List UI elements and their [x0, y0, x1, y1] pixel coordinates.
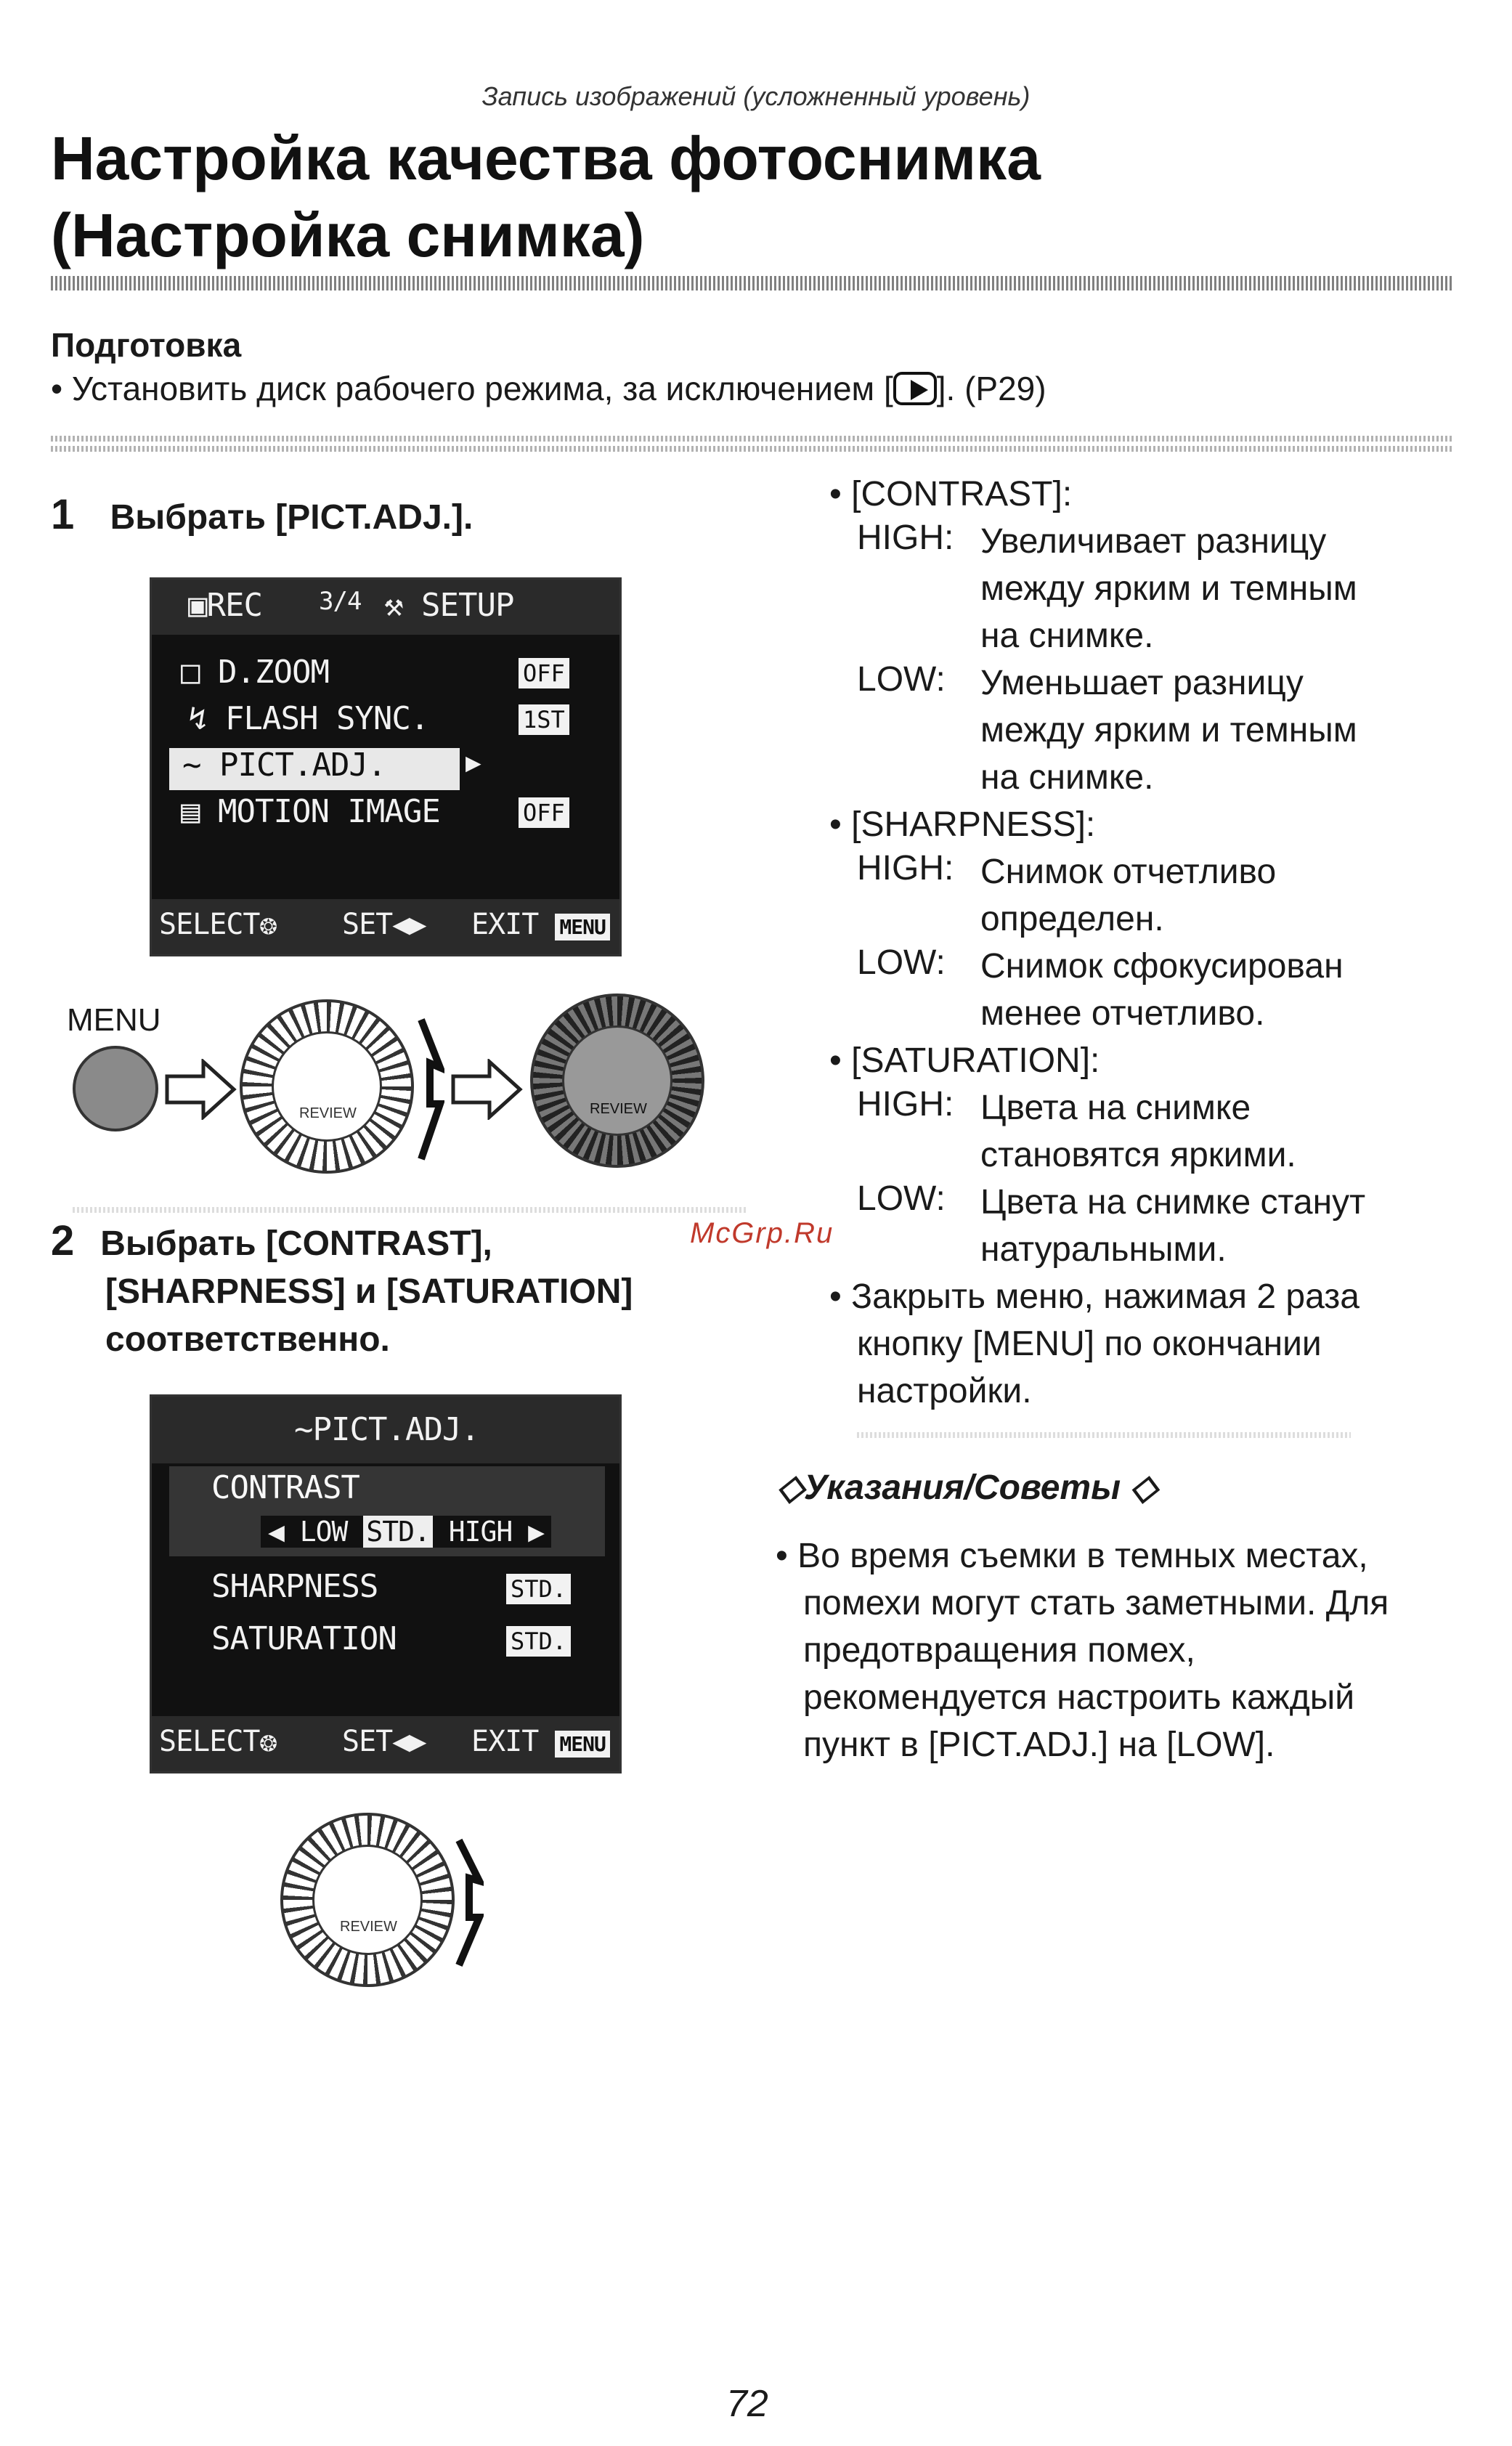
contrast-low: LOW: [299, 1516, 348, 1548]
step-1-text: Выбрать [PICT.ADJ.].: [110, 498, 473, 537]
lcd-row-motion-image: ▤ MOTION IMAGE: [181, 793, 440, 830]
tips-title: ◇Указания/Советы ◇: [777, 1468, 1158, 1507]
motion-image-value: OFF: [519, 797, 569, 828]
lcd-saturation-label: SATURATION: [211, 1620, 397, 1657]
cross-key-dial-step2[interactable]: [280, 1813, 455, 1987]
step-1: [51, 491, 473, 542]
preparation-title: Подготовка: [51, 326, 242, 364]
setup-menu-screen: [150, 577, 622, 956]
preparation-divider-2: [51, 446, 1452, 452]
lcd-bottom-set: SET◀▶: [342, 1725, 426, 1758]
dial-center: [272, 1031, 382, 1142]
lcd-row-pict-adj: ∼ PICT.ADJ.: [182, 747, 386, 784]
contrast-std: STD.: [363, 1516, 433, 1548]
lcd-sharpness-label: SHARPNESS: [211, 1568, 378, 1605]
lcd-row-flash-sync: ↯ FLASH SYNC.: [188, 700, 429, 737]
saturation-value: STD.: [506, 1626, 571, 1657]
lcd-bottom-exit: EXIT MENU: [471, 908, 610, 941]
flash-icon: ↯: [188, 700, 207, 737]
left-arrow-icon: ◀: [268, 1516, 284, 1548]
dzoom-value: OFF: [519, 658, 569, 688]
up-down-arrow-icon: [415, 1017, 444, 1162]
menu-button-label: MENU: [67, 1002, 161, 1038]
review-label: REVIEW: [299, 1105, 357, 1121]
contrast-low-term: LOW:: [857, 660, 946, 699]
up-down-arrow-icon: [455, 1837, 484, 1968]
step-2-line1: Выбрать [CONTRAST],: [100, 1224, 492, 1263]
preparation-text-after: ]. (P29): [936, 370, 1046, 407]
section-header: Запись изображений (усложненный уровень): [481, 81, 1031, 111]
step-2: [51, 1217, 633, 1364]
lcd-row-dzoom: □ D.ZOOM: [181, 654, 329, 691]
cross-key-icon: ❂: [259, 1725, 277, 1758]
lcd-bottom-select: SELECT❂: [159, 1725, 277, 1758]
playback-mode-icon: [893, 372, 937, 405]
sharpness-high-desc: Снимок отчетливо определен.: [980, 853, 1277, 938]
cross-key-dial[interactable]: [240, 999, 414, 1174]
page-number: 72: [726, 2383, 768, 2425]
saturation-low-desc: Цвета на снимке станут натуральными.: [980, 1183, 1366, 1269]
lcd-bottom-exit: EXIT MENU: [471, 1725, 610, 1758]
dial-center: [562, 1025, 672, 1136]
lcd-top-setup: ⚒ SETUP: [384, 587, 514, 624]
preparation-text: [51, 369, 1046, 408]
sharpness-low-term: LOW:: [857, 943, 946, 982]
contrast-high-term: HIGH:: [857, 519, 954, 557]
left-right-icon: ◀▶: [392, 908, 426, 941]
left-right-icon: ◀▶: [392, 1725, 426, 1758]
contrast-high: HIGH: [448, 1516, 513, 1548]
step-2-number: 2: [51, 1217, 75, 1264]
lcd-top-page: 3/4: [319, 587, 362, 616]
flash-sync-value: 1ST: [519, 704, 569, 735]
step-1-number: 1: [51, 491, 75, 538]
title-line-1: Настройка качества фотоснимка: [51, 124, 1041, 192]
lcd-top-rec: ▣REC: [188, 587, 262, 624]
page-title: [51, 120, 1041, 274]
review-label: REVIEW: [590, 1101, 647, 1117]
wrench-icon: ∼: [182, 747, 201, 784]
lcd-contrast-label: CONTRAST: [211, 1469, 359, 1506]
title-line-2: (Настройка снимка): [51, 201, 645, 269]
contrast-selector: [261, 1516, 551, 1548]
sharpness-high-term: HIGH:: [857, 849, 954, 887]
watermark: McGrp.Ru: [690, 1217, 834, 1249]
wrench-icon: ∼: [294, 1411, 313, 1448]
sharpness-value: STD.: [506, 1574, 571, 1604]
lcd-bottom-set: SET◀▶: [342, 908, 426, 941]
sharpness-low-desc: Снимок сфокусирован менее отчетливо.: [980, 947, 1344, 1033]
step-2-line2: [SHARPNESS] и [SATURATION]: [105, 1272, 633, 1311]
menu-button[interactable]: [73, 1046, 158, 1131]
cross-key-icon: ❂: [259, 908, 277, 941]
step-2-line3: соответственно.: [105, 1320, 390, 1359]
preparation-divider-1: [51, 436, 1452, 442]
dial-center: [312, 1845, 423, 1955]
tips-divider: [857, 1432, 1351, 1438]
lcd-menu-badge: MENU: [555, 1731, 609, 1758]
lcd-bottom-select: SELECT❂: [159, 908, 277, 941]
wrench-icon: ⚒: [384, 587, 403, 624]
contrast-low-desc: Уменьшает разницу между ярким и темным на снимке.: [980, 664, 1357, 797]
review-label: REVIEW: [340, 1919, 397, 1935]
film-icon: ▤: [181, 793, 200, 830]
saturation-high-term: HIGH:: [857, 1085, 954, 1124]
arrow-right-icon: [450, 1059, 523, 1120]
camera-icon: ▣: [188, 587, 207, 624]
saturation-low-term: LOW:: [857, 1179, 946, 1218]
lcd-menu-badge: MENU: [555, 914, 609, 940]
arrow-right-icon: [164, 1059, 237, 1120]
pict-adj-screen: [150, 1394, 622, 1773]
contrast-high-desc: Увеличивает разницу между ярким и темным на снимке.: [980, 522, 1357, 655]
right-arrow-icon: ▶: [528, 1516, 545, 1548]
saturation-high-desc: Цвета на снимке становятся яркими.: [980, 1089, 1296, 1174]
cross-key-dial-pressed[interactable]: [530, 994, 704, 1168]
dzoom-icon: □: [181, 654, 200, 691]
close-menu-note: • Закрыть меню, нажимая 2 раза кнопку [MENU] по окончании настройки.: [829, 1277, 1359, 1410]
tips-text: • Во время съемки в темных местах, помехи могут стать заметными. Для предотвращения помех, рекомендуется настроить каждый пункт в [PICT.ADJ.] на [LOW].: [776, 1537, 1389, 1764]
contrast-heading: • [CONTRAST]:: [829, 475, 1073, 513]
preparation-text-before: • Установить диск рабочего режима, за исключением [: [51, 370, 893, 407]
lcd-title: ∼PICT.ADJ.: [294, 1411, 479, 1448]
step-divider: [73, 1207, 748, 1213]
saturation-heading: • [SATURATION]:: [829, 1041, 1100, 1080]
title-divider: [51, 276, 1452, 290]
sharpness-heading: • [SHARPNESS]:: [829, 805, 1096, 844]
pict-adj-arrow-icon: ▶: [466, 748, 481, 778]
